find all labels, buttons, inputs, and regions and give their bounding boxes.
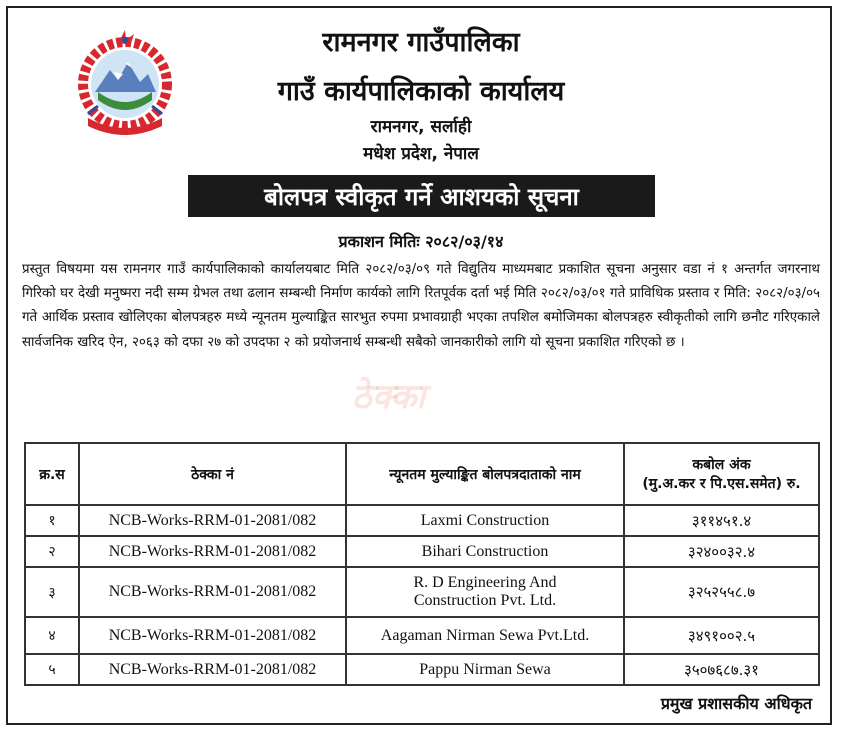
cell-contract: NCB-Works-RRM-01-2081/082 bbox=[79, 567, 346, 617]
publication-date-line bbox=[0, 230, 842, 252]
cell-sn: ५ bbox=[25, 654, 79, 685]
publication-date-label: प्रकाशन मितिः bbox=[338, 232, 420, 251]
notice-body: प्रस्तुत विषयमा यस रामनगर गाउँ कार्यपालिकाको कार्यालयबाट मिति २०८२/०३/०९ गते विद्युतिय माध्यमबाट प्रकाशित सूचना अनुसार वडा नं १ अन्तर्गत जगरनाथ गिरिको घर देखी मनुष्मरा नदी सम्म ग्रेभल तथा ढलान सम्बन्धी निर्माण कार्यको लागि रितपूर्वक दर्ता भई मिति २०८२/०३/०१ गते प्राविधिक प्रस्ताव र मिति: २०८२/०३/०५ गते आर्थिक प्रस्ताव खोलिएका बोलपत्रहरु मध्ये न्यूनतम मुल्याङ्कित सारभुत रुपमा प्रभावग्राही भएका तपशिल बमोजिमका बोलपत्रहरु स्वीकृतीको लागि छनौट गरिएकाले सार्वजनिक खरिद ऐन, २०६३ को दफा २७ को उपदफा २ को प्रयोजनार्थ सम्बन्धी सबैको जानकारीको लागि यो सूचना प्रकाशित गरिएको छ । bbox=[22, 262, 820, 350]
cell-bidder: Aagaman Nirman Sewa Pvt.Ltd. bbox=[346, 617, 624, 654]
notice-title-banner bbox=[188, 175, 655, 217]
cell-sn: ४ bbox=[25, 617, 79, 654]
cell-contract: NCB-Works-RRM-01-2081/082 bbox=[79, 654, 346, 685]
cell-bidder: Laxmi Construction bbox=[346, 505, 624, 536]
signatory-title: प्रमुख प्रशासकीय अधिकृत bbox=[660, 694, 812, 713]
cell-bidder: Pappu Nirman Sewa bbox=[346, 654, 624, 685]
table-row bbox=[25, 536, 819, 567]
cell-amount: ३२५२५५८.७ bbox=[624, 567, 819, 617]
municipality-name: रामनगर गाउँपालिका bbox=[322, 27, 520, 58]
header-contract: ठेक्का नं bbox=[79, 443, 346, 505]
header-amount bbox=[624, 443, 819, 505]
header-amount-line1: कबोल अंक bbox=[692, 457, 751, 473]
header-amount-line2: (मु.अ.कर र पि.एस.समेत) रु. bbox=[642, 476, 801, 492]
watermark-logo: ठेक्का bbox=[352, 377, 426, 417]
notice-title: बोलपत्र स्वीकृत गर्ने आशयको सूचना bbox=[264, 182, 579, 211]
cell-amount: ३२४००३२.४ bbox=[624, 536, 819, 567]
table-header-row bbox=[25, 443, 819, 505]
cell-bidder-line1: R. D Engineering And bbox=[413, 574, 557, 591]
cell-contract: NCB-Works-RRM-01-2081/082 bbox=[79, 617, 346, 654]
cell-contract: NCB-Works-RRM-01-2081/082 bbox=[79, 505, 346, 536]
header-bidder: न्यूनतम मुल्याङ्कित बोलपत्रदाताको नाम bbox=[346, 443, 624, 505]
cell-amount: ३११४५१.४ bbox=[624, 505, 819, 536]
cell-bidder-line2: Construction Pvt. Ltd. bbox=[413, 592, 557, 609]
cell-sn: २ bbox=[25, 536, 79, 567]
table-row bbox=[25, 654, 819, 685]
province-country: मधेश प्रदेश, नेपाल bbox=[363, 144, 479, 164]
header-sn: क्र.स bbox=[25, 443, 79, 505]
table-row bbox=[25, 505, 819, 536]
cell-amount: ३५०७६८७.३१ bbox=[624, 654, 819, 685]
office-location: रामनगर, सर्लाही bbox=[370, 117, 472, 137]
cell-contract: NCB-Works-RRM-01-2081/082 bbox=[79, 536, 346, 567]
cell-sn: १ bbox=[25, 505, 79, 536]
cell-bidder: Bihari Construction bbox=[346, 536, 624, 567]
table-row bbox=[25, 617, 819, 654]
publication-date: २०८२/०३/१४ bbox=[425, 232, 504, 251]
cell-amount: ३४९१००२.५ bbox=[624, 617, 819, 654]
office-name: गाउँ कार्यपालिकाको कार्यालय bbox=[277, 76, 565, 107]
bid-table bbox=[24, 442, 820, 686]
cell-bidder bbox=[346, 567, 624, 617]
cell-sn: ३ bbox=[25, 567, 79, 617]
table-row bbox=[25, 567, 819, 617]
